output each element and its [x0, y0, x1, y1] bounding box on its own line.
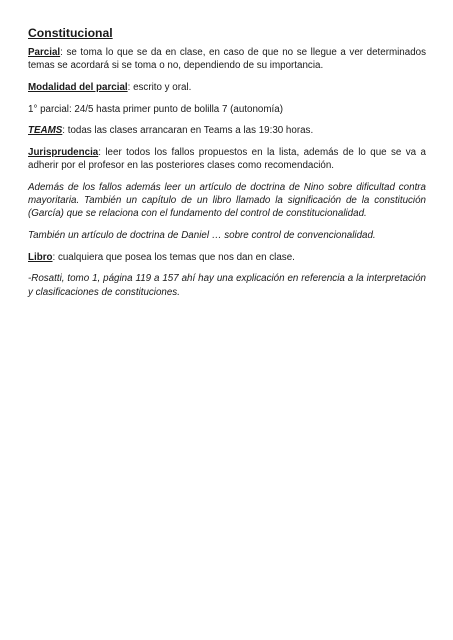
jurisprudencia-label: Jurisprudencia [28, 147, 99, 159]
nino-note-paragraph: Además de los fallos además leer un artículo de doctrina de Nino sobre dificultad contra mayoritaria. También un capítulo de un libro llamado la significación de la constitución (García) que se relaciona con el fundamento del control de constitucionalidad. [28, 181, 426, 220]
primer-parcial-paragraph: 1° parcial: 24/5 hasta primer punto de bolilla 7 (autonomía) [28, 103, 283, 115]
jurisprudencia-text: : leer todos los fallos propuestos en la lista, además de lo que se va a adherir por el profesor en las posteriores clases como recomendación. [28, 147, 426, 172]
libro-paragraph [28, 251, 426, 264]
libro-label: Libro [28, 251, 53, 263]
modalidad-label: Modalidad del parcial [28, 81, 128, 93]
rosatti-note-paragraph: -Rosatti, tomo 1, página 119 a 157 ahí hay una explicación en referencia a la interpretación y clasificaciones de constituciones. [28, 273, 426, 298]
parcial-paragraph [28, 46, 426, 72]
teams-paragraph [28, 124, 426, 137]
jurisprudencia-paragraph [28, 146, 426, 172]
parcial-text: : se toma lo que se da en clase, en caso de que no se llegue a ver determinados temas se acordará si se toma o no, dependiendo de su importancia. [28, 47, 426, 72]
daniel-note-paragraph: También un artículo de doctrina de Daniel … sobre control de convencionalidad. [28, 230, 376, 242]
teams-text: : todas las clases arrancaran en Teams a las 19:30 horas. [62, 125, 314, 137]
libro-text: : cualquiera que posea los temas que nos dan en clase. [52, 251, 295, 263]
teams-label: TEAMS [28, 125, 63, 137]
modalidad-text: : escrito y oral. [127, 81, 192, 93]
modalidad-paragraph [28, 81, 426, 94]
document-body [28, 26, 426, 307]
document-title: Constitucional [28, 26, 113, 40]
parcial-label: Parcial [28, 47, 61, 58]
